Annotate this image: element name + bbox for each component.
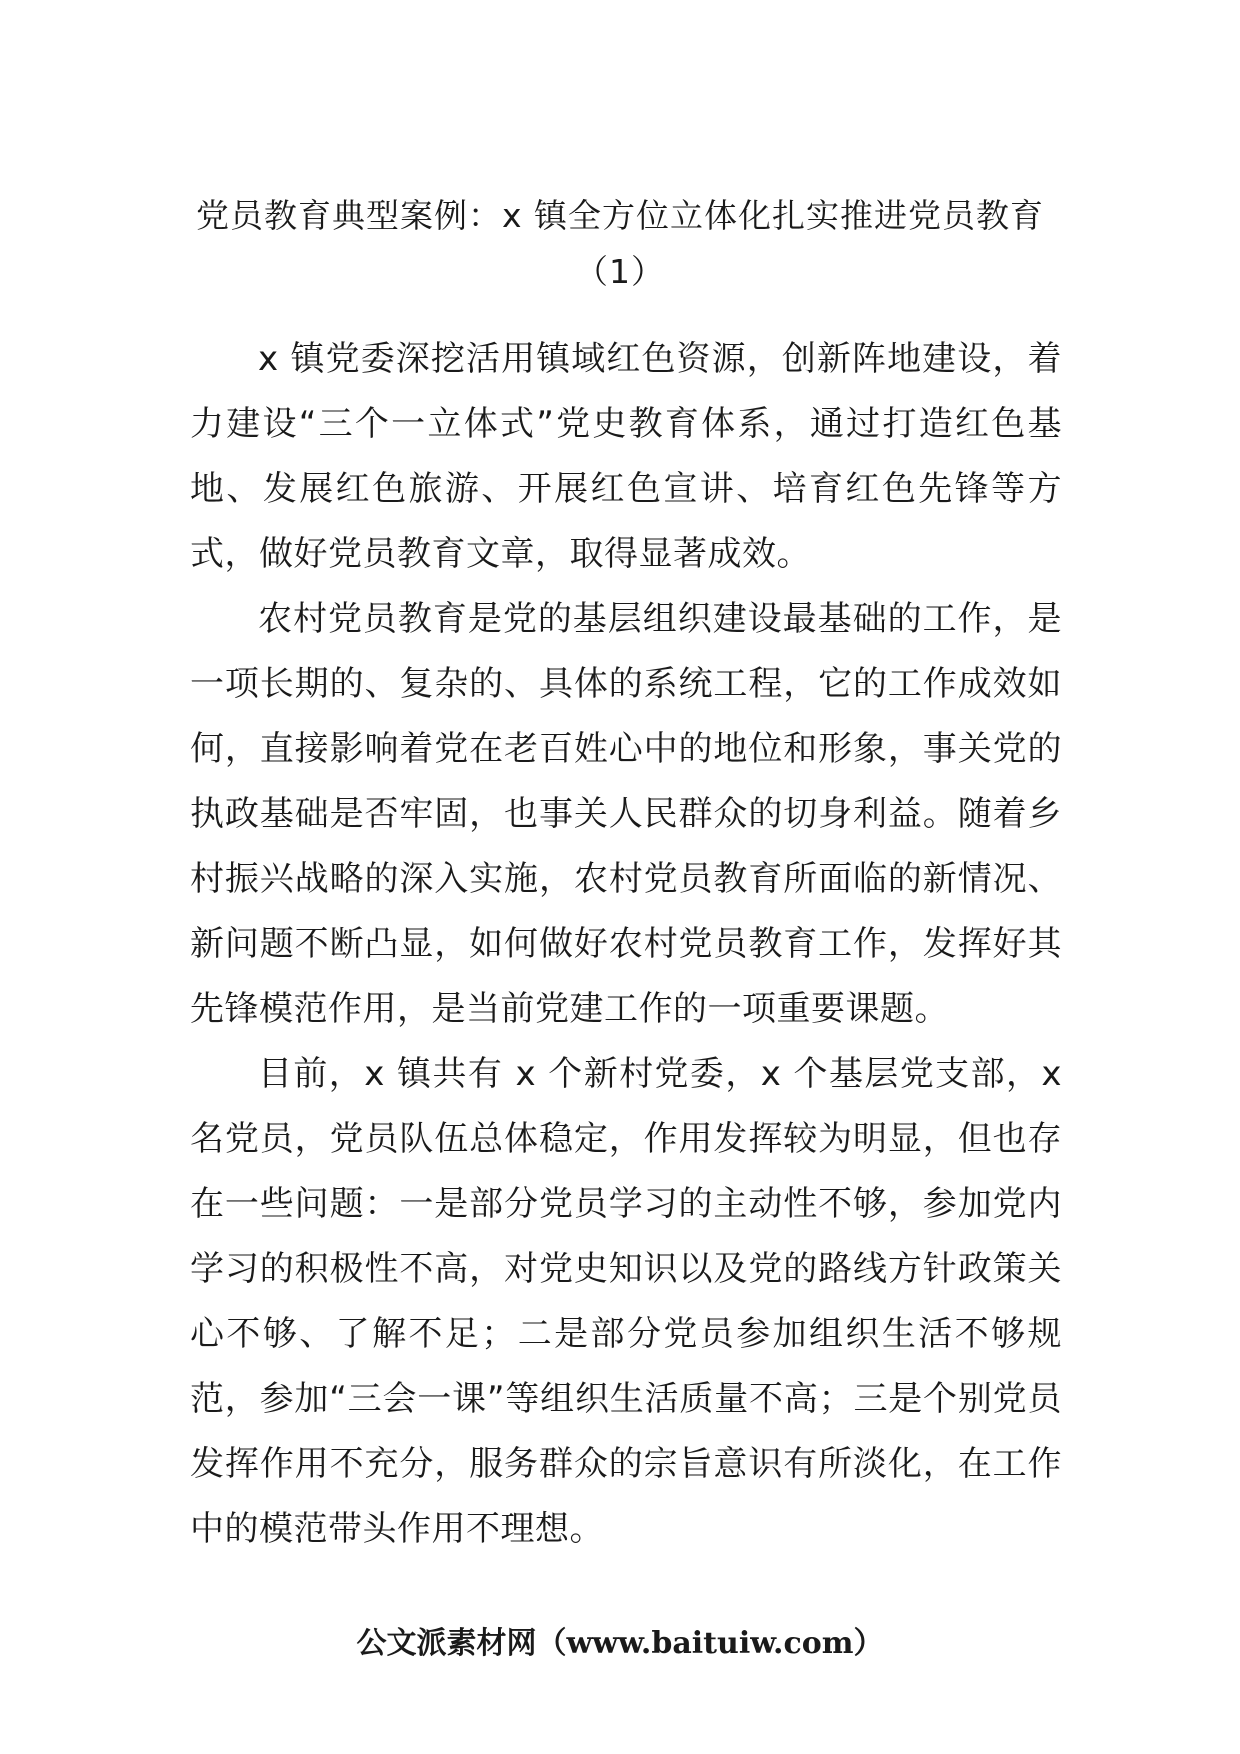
paragraph: x 镇党委深挖活用镇域红色资源，创新阵地建设，着力建设“三个一立体式”党史教育体系，通过打造红色基地、发展红色旅游、开展红色宣讲、培育红色先锋等方式，做好党员教育文章，取得显著成效。: [190, 339, 1062, 574]
document-title: 党员教育典型案例：x 镇全方位立体化扎实推进党员教育: [195, 196, 1045, 235]
paragraph: 目前，x 镇共有 x 个新村党委，x 个基层党支部，x 名党员，党员队伍总体稳定，作用发挥较为明显，但也存在一些问题：一是部分党员学习的主动性不够，参加党内学习的积极性不高，对党史知识以及党的路线方针政策关心不够、了解不足；二是部分党员参加组织生活不够规范，参加“三会一课”等组织生活质量不高；三是个别党员发挥作用不充分，服务群众的宗旨意识有所淡化，在工作中的模范带头作用不理想。: [190, 1054, 1062, 1549]
paragraph: 农村党员教育是党的基层组织建设最基础的工作，是一项长期的、复杂的、具体的系统工程，它的工作成效如何，直接影响着党在老百姓心中的地位和形象，事关党的执政基础是否牢固，也事关人民群众的切身利益。随着乡村振兴战略的深入实施，农村党员教育所面临的新情况、新问题不断凸显，如何做好农村党员教育工作，发挥好其先锋模范作用，是当前党建工作的一项重要课题。: [190, 599, 1062, 1029]
document-title-number: （1）: [575, 252, 665, 291]
document-body: [190, 327, 1062, 1562]
source-footer: 公文派素材网（www.baituiw.com）: [356, 1626, 884, 1661]
